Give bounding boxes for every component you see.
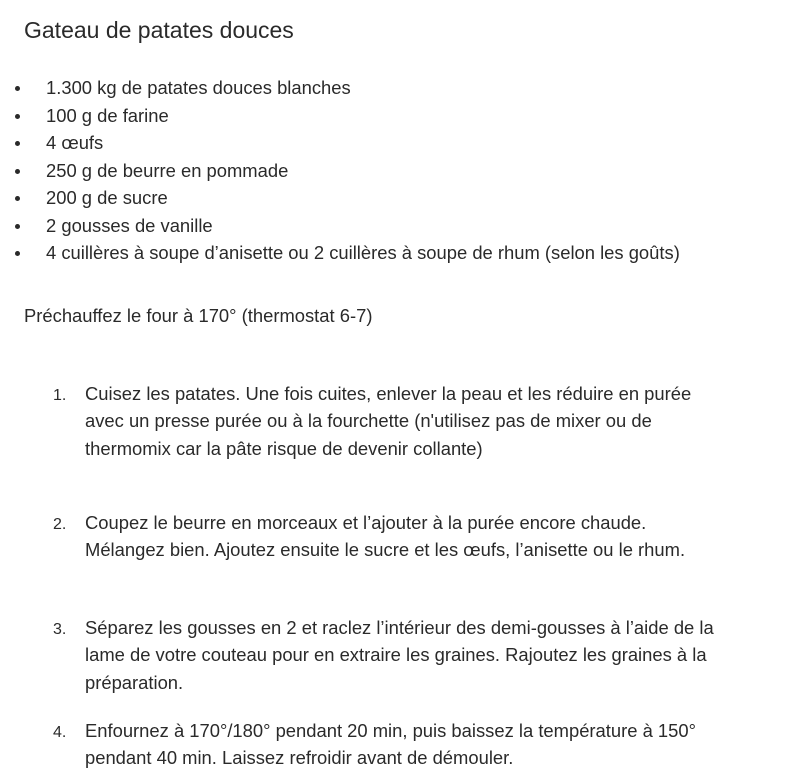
step-text bbox=[85, 509, 790, 564]
bullet-icon bbox=[15, 86, 20, 91]
ingredient-text: 100 g de farine bbox=[46, 104, 169, 126]
step-line: Coupez le beurre en morceaux et l’ajouter à la purée encore chaude. bbox=[85, 512, 647, 533]
ingredient-text: 4 cuillères à soupe d’anisette ou 2 cuillères à soupe de rhum (selon les goûts) bbox=[46, 242, 680, 263]
bullet-icon bbox=[15, 196, 20, 201]
step-number: 4. bbox=[53, 724, 67, 741]
ingredient-text: 1.300 kg de patates douces blanches bbox=[46, 77, 351, 98]
bullet-icon bbox=[15, 114, 20, 119]
bullet-icon bbox=[15, 224, 20, 229]
step-text bbox=[85, 380, 790, 462]
step-number: 3. bbox=[53, 621, 67, 638]
step-line: Mélangez bien. Ajoutez ensuite le sucre et les œufs, l’anisette ou le rhum. bbox=[85, 539, 686, 561]
step-line: thermomix car la pâte risque de devenir collante) bbox=[85, 437, 483, 459]
step-number: 2. bbox=[53, 516, 67, 533]
ingredient-list bbox=[0, 74, 680, 267]
list-item bbox=[0, 212, 680, 240]
step-line: avec un presse purée ou à la fourchette (n'utilisez pas de mixer ou de bbox=[85, 410, 652, 432]
ingredient-text: 4 œufs bbox=[46, 132, 104, 153]
step-number: 1. bbox=[53, 387, 67, 404]
bullet-icon bbox=[15, 169, 20, 174]
ingredient-text: 200 g de sucre bbox=[46, 187, 168, 208]
step-text bbox=[85, 717, 790, 772]
list-item bbox=[0, 239, 680, 267]
step-line: Enfournez à 170°/180° pendant 20 min, puis baissez la température à 150° bbox=[85, 720, 696, 741]
step-line: Cuisez les patates. Une fois cuites, enlever la peau et les réduire en purée bbox=[85, 383, 692, 404]
ingredient-text: 2 gousses de vanille bbox=[46, 214, 213, 236]
recipe-title: Gateau de patates douces bbox=[24, 17, 294, 43]
list-item bbox=[0, 102, 680, 130]
list-item bbox=[0, 157, 680, 185]
step-line: lame de votre couteau pour en extraire les graines. Rajoutez les graines à la bbox=[85, 644, 707, 666]
list-item bbox=[0, 129, 680, 157]
bullet-icon bbox=[15, 141, 20, 146]
step-line: préparation. bbox=[85, 671, 184, 693]
step-line: pendant 40 min. Laissez refroidir avant de démouler. bbox=[85, 747, 514, 769]
step-line: Séparez les gousses en 2 et raclez l’intérieur des demi-gousses à l’aide de la bbox=[85, 617, 714, 638]
preheat-instruction: Préchauffez le four à 170° (thermostat 6-7) bbox=[24, 305, 373, 326]
ingredient-text: 250 g de beurre en pommade bbox=[46, 159, 289, 181]
list-item bbox=[0, 74, 680, 102]
list-item bbox=[0, 184, 680, 212]
bullet-icon bbox=[15, 251, 20, 256]
step-text bbox=[85, 614, 790, 696]
